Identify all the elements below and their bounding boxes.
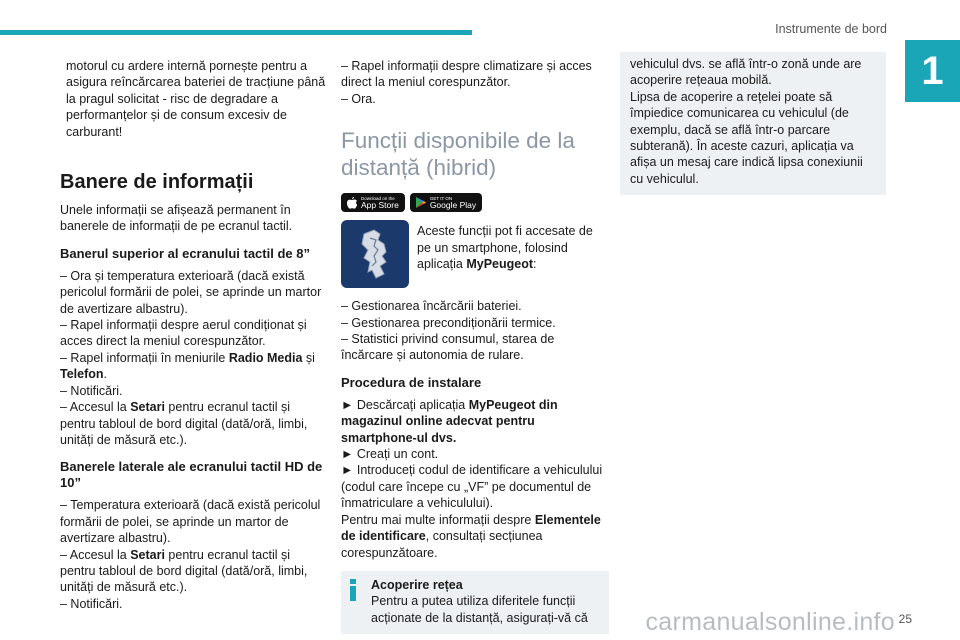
network-note-box (341, 571, 609, 634)
feature-2: – Gestionarea precondiționării termice. (341, 315, 556, 330)
chapter-number-tab: 1 (905, 40, 960, 102)
note-title: Acoperire rețea (371, 577, 463, 592)
network-note-continued (620, 52, 886, 195)
google-play-badge[interactable]: GET IT ON Google Play (410, 193, 482, 212)
google-play-icon (416, 197, 426, 208)
column-3 (620, 58, 886, 195)
side-banner-item-3: – Notificări. (60, 596, 123, 611)
app-info-block (341, 220, 609, 288)
top-accent-bar (0, 30, 472, 35)
top-banner-item-2: – Rapel informații despre aerul condiționat și acces direct la meniul corespunzător. (60, 318, 307, 349)
watermark: carmanualsonline.info (645, 608, 895, 636)
intro-text: motorul cu ardere internă pornește pentru a asigura reîncărcarea bateriei de tracțiune până la pragul solicitat - risc de degradare a performanțelor și de consum excesiv de carburant! (66, 59, 326, 139)
apple-icon (347, 197, 357, 209)
store-badges (341, 193, 609, 212)
section-heading-remote: Funcții disponibile de la distanță (hibrid) (341, 128, 575, 181)
climate-item: – Rapel informații despre climatizare și acces direct la meniul corespunzător. (341, 59, 592, 90)
note-text: Pentru a putea utiliza diferitele funcții acționate de la distanță, asigurați-vă că (371, 594, 588, 625)
note-continued-1: vehiculul dvs. se află într-o zonă unde are acoperire rețeaua mobilă. (630, 57, 862, 88)
note-continued-2: Lipsa de acoperire a rețelei poate să împiedice comunicarea cu vehiculul (de exemplu, dacă se află într-o parcare subterană). În aceste cazuri, aplicația va afișa un mesaj care indică lipsa conexiunii cu vehiculul. (630, 89, 863, 186)
info-icon (349, 579, 357, 601)
feature-3: – Statistici privind consumul, starea de încărcare și autonomia de rulare. (341, 332, 555, 363)
install-step-1: ► Descărcați aplicația MyPeugeot din magazinul online adecvat pentru smartphone-ul dvs. (341, 397, 558, 445)
app-store-badge[interactable]: Download on the App Store (341, 193, 405, 212)
section-heading-banners: Banere de informații (60, 171, 254, 194)
install-step-2: ► Creați un cont. (341, 447, 439, 462)
top-banner-item-5: – Accesul la Setari pentru ecranul tactil și pentru tabloul de bord digital (dată/oră, limbi, unități de măsură etc.). (60, 400, 308, 447)
side-banner-item-1: – Temperatura exterioară (dacă există pericolul formării de polei, se aprinde un martor de avertizare albastru). (60, 498, 321, 546)
top-banner-item-1: – Ora și temperatura exterioară (dacă există pericolul formării de polei, se aprinde un martor de avertizare albastru). (60, 268, 322, 316)
top-banner-item-4: – Notificări. (60, 383, 123, 398)
top-banner-item-3: – Rapel informații în meniurile Radio Media și Telefon. (60, 350, 315, 382)
banners-lead: Unele informații se afișează permanent în banerele de informații de pe ecranul tactil. (60, 203, 293, 234)
app-description: Aceste funcții pot fi accesate de pe un smartphone, folosind aplicația MyPeugeot: (417, 224, 593, 272)
column-2 (341, 58, 609, 634)
subheading-side-banners: Banerele laterale ale ecranului tactil HD de 10” (60, 459, 323, 491)
subheading-installation: Procedura de instalare (341, 374, 482, 390)
peugeot-lion-icon (341, 220, 409, 288)
column-1 (60, 58, 328, 612)
install-more-info: Pentru mai multe informații despre Elementele de identificare, consultați secțiunea corespunzătoare. (341, 512, 601, 560)
feature-1: – Gestionarea încărcării bateriei. (341, 299, 522, 314)
time-item: – Ora. (341, 91, 376, 106)
install-step-3: ► Introduceți codul de identificare a vehiculului (codul care începe cu „VF” pe documentul de înmatriculare a vehiculului). (341, 463, 603, 511)
side-banner-item-2: – Accesul la Setari pentru ecranul tactil și pentru tabloul de bord digital (dată/oră, limbi, unități de măsură etc.). (60, 547, 308, 595)
subheading-top-banner: Banerul superior al ecranului tactil de 8” (60, 245, 310, 261)
chapter-title: Instrumente de bord (775, 22, 887, 36)
page-number: 25 (898, 612, 912, 626)
